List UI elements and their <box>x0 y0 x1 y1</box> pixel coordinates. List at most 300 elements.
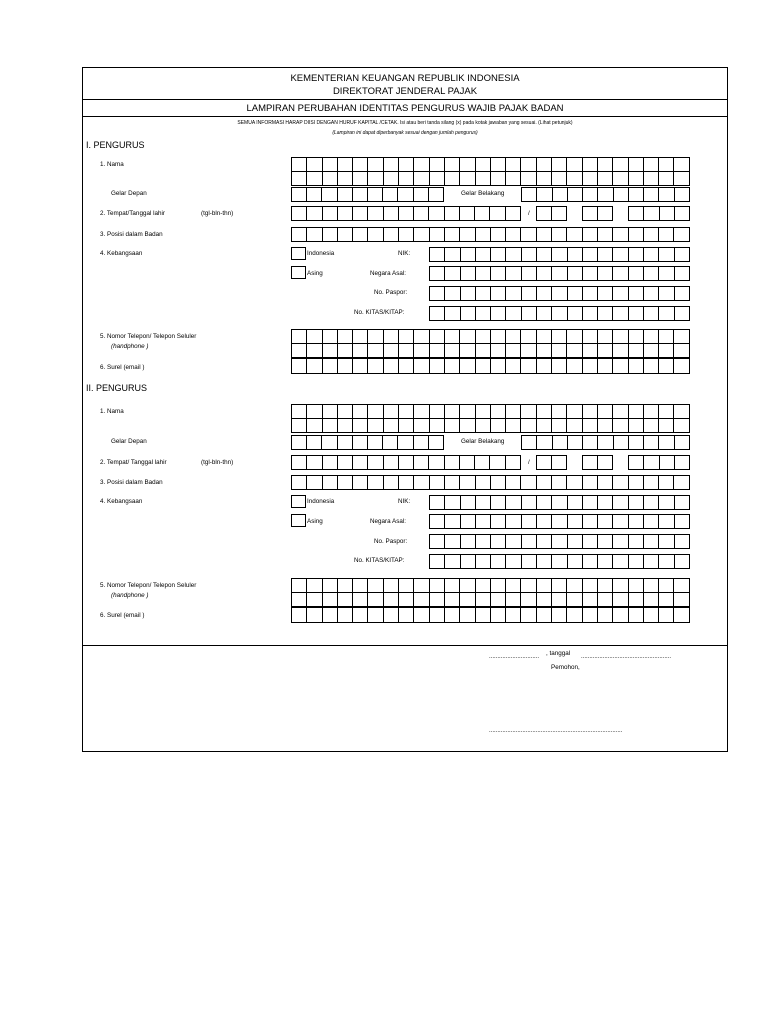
tempat-lahir-boxes[interactable] <box>291 455 521 470</box>
char-box[interactable] <box>445 405 460 418</box>
char-box[interactable] <box>461 307 476 320</box>
char-box[interactable] <box>476 359 491 373</box>
char-box[interactable] <box>644 496 659 509</box>
char-box[interactable] <box>568 436 583 449</box>
char-box[interactable] <box>660 456 675 469</box>
char-box[interactable] <box>384 172 399 185</box>
char-box[interactable] <box>522 307 537 320</box>
char-box[interactable] <box>629 476 644 489</box>
telepon-boxes-row2[interactable] <box>291 592 690 607</box>
nama-boxes-row1[interactable] <box>291 404 690 419</box>
char-box[interactable] <box>414 476 429 489</box>
char-box[interactable] <box>430 405 445 418</box>
char-box[interactable] <box>568 307 583 320</box>
char-box[interactable] <box>537 359 552 373</box>
char-box[interactable] <box>491 608 506 622</box>
char-box[interactable] <box>490 207 505 220</box>
char-box[interactable] <box>583 267 598 280</box>
char-box[interactable] <box>537 419 552 432</box>
char-box[interactable] <box>537 456 552 469</box>
char-box[interactable] <box>552 593 567 606</box>
char-box[interactable] <box>353 330 368 343</box>
char-box[interactable] <box>629 436 644 449</box>
nama-boxes-row2[interactable] <box>291 171 690 186</box>
char-box[interactable] <box>399 456 414 469</box>
char-box[interactable] <box>644 476 659 489</box>
char-box[interactable] <box>384 359 399 373</box>
char-box[interactable] <box>598 419 613 432</box>
char-box[interactable] <box>476 330 491 343</box>
char-box[interactable] <box>506 330 521 343</box>
char-box[interactable] <box>384 593 399 606</box>
char-box[interactable] <box>475 456 490 469</box>
char-box[interactable] <box>537 608 552 622</box>
char-box[interactable] <box>552 228 567 241</box>
char-box[interactable] <box>629 496 644 509</box>
char-box[interactable] <box>476 593 491 606</box>
char-box[interactable] <box>629 207 644 220</box>
char-box[interactable] <box>506 608 521 622</box>
char-box[interactable] <box>644 344 659 357</box>
char-box[interactable] <box>399 158 414 171</box>
char-box[interactable] <box>506 158 521 171</box>
char-box[interactable] <box>629 330 644 343</box>
char-box[interactable] <box>476 158 491 171</box>
char-box[interactable] <box>475 207 490 220</box>
char-box[interactable] <box>307 330 322 343</box>
char-box[interactable] <box>629 593 644 606</box>
char-box[interactable] <box>414 579 429 592</box>
char-box[interactable] <box>659 248 674 261</box>
char-box[interactable] <box>613 535 628 548</box>
char-box[interactable] <box>506 405 521 418</box>
char-box[interactable] <box>384 228 399 241</box>
char-box[interactable] <box>292 436 307 449</box>
char-box[interactable] <box>430 307 445 320</box>
char-box[interactable] <box>353 158 368 171</box>
char-box[interactable] <box>307 228 322 241</box>
char-box[interactable] <box>490 456 505 469</box>
char-box[interactable] <box>552 158 567 171</box>
char-box[interactable] <box>583 593 598 606</box>
char-box[interactable] <box>568 535 583 548</box>
char-box[interactable] <box>674 172 689 185</box>
char-box[interactable] <box>537 248 552 261</box>
char-box[interactable] <box>491 515 506 528</box>
char-box[interactable] <box>613 476 628 489</box>
char-box[interactable] <box>598 158 613 171</box>
telepon-boxes-row1[interactable] <box>291 578 690 593</box>
char-box[interactable] <box>491 579 506 592</box>
char-box[interactable] <box>368 608 383 622</box>
char-box[interactable] <box>506 496 521 509</box>
char-box[interactable] <box>675 248 690 261</box>
char-box[interactable] <box>323 405 338 418</box>
char-box[interactable] <box>383 188 398 201</box>
char-box[interactable] <box>353 436 368 449</box>
char-box[interactable] <box>644 228 659 241</box>
char-box[interactable] <box>460 579 475 592</box>
char-box[interactable] <box>430 172 445 185</box>
char-box[interactable] <box>598 248 613 261</box>
char-box[interactable] <box>338 476 353 489</box>
char-box[interactable] <box>644 579 659 592</box>
indonesia-checkbox[interactable] <box>291 247 306 260</box>
char-box[interactable] <box>674 158 689 171</box>
char-box[interactable] <box>674 419 689 432</box>
char-box[interactable] <box>583 188 598 201</box>
char-box[interactable] <box>353 456 368 469</box>
char-box[interactable] <box>537 555 552 568</box>
char-box[interactable] <box>292 608 307 622</box>
char-box[interactable] <box>644 535 659 548</box>
char-box[interactable] <box>338 359 353 373</box>
char-box[interactable] <box>460 456 475 469</box>
telepon-boxes-row2[interactable] <box>291 343 690 358</box>
char-box[interactable] <box>307 359 322 373</box>
char-box[interactable] <box>521 419 536 432</box>
char-box[interactable] <box>338 579 353 592</box>
char-box[interactable] <box>567 476 582 489</box>
char-box[interactable] <box>292 456 307 469</box>
char-box[interactable] <box>430 359 445 373</box>
char-box[interactable] <box>598 496 613 509</box>
char-box[interactable] <box>506 248 521 261</box>
char-box[interactable] <box>521 579 536 592</box>
char-box[interactable] <box>445 608 460 622</box>
char-box[interactable] <box>323 207 338 220</box>
char-box[interactable] <box>491 172 506 185</box>
char-box[interactable] <box>338 330 353 343</box>
char-box[interactable] <box>307 405 322 418</box>
char-box[interactable] <box>629 535 644 548</box>
char-box[interactable] <box>506 344 521 357</box>
tahun-boxes[interactable] <box>628 206 690 221</box>
char-box[interactable] <box>368 158 383 171</box>
char-box[interactable] <box>674 330 689 343</box>
char-box[interactable] <box>338 436 353 449</box>
char-box[interactable] <box>552 555 567 568</box>
char-box[interactable] <box>353 207 368 220</box>
char-box[interactable] <box>414 436 429 449</box>
char-box[interactable] <box>583 359 598 373</box>
char-box[interactable] <box>307 419 322 432</box>
char-box[interactable] <box>461 555 476 568</box>
char-box[interactable] <box>491 496 506 509</box>
char-box[interactable] <box>476 476 491 489</box>
char-box[interactable] <box>461 287 476 300</box>
char-box[interactable] <box>598 476 613 489</box>
char-box[interactable] <box>292 228 307 241</box>
char-box[interactable] <box>674 608 689 622</box>
char-box[interactable] <box>553 436 568 449</box>
char-box[interactable] <box>537 496 552 509</box>
negara-asal-boxes[interactable] <box>429 514 690 529</box>
char-box[interactable] <box>552 535 567 548</box>
char-box[interactable] <box>537 188 552 201</box>
char-box[interactable] <box>583 555 598 568</box>
char-box[interactable] <box>353 188 368 201</box>
char-box[interactable] <box>675 555 690 568</box>
char-box[interactable] <box>399 405 414 418</box>
char-box[interactable] <box>399 608 414 622</box>
char-box[interactable] <box>414 608 429 622</box>
char-box[interactable] <box>430 248 445 261</box>
char-box[interactable] <box>460 158 475 171</box>
char-box[interactable] <box>338 593 353 606</box>
char-box[interactable] <box>353 228 368 241</box>
char-box[interactable] <box>491 419 506 432</box>
char-box[interactable] <box>368 228 383 241</box>
char-box[interactable] <box>399 359 414 373</box>
char-box[interactable] <box>659 496 674 509</box>
char-box[interactable] <box>659 419 674 432</box>
char-box[interactable] <box>414 172 429 185</box>
char-box[interactable] <box>445 555 460 568</box>
char-box[interactable] <box>323 172 338 185</box>
char-box[interactable] <box>399 419 414 432</box>
signature-field[interactable]: ................................................................................ <box>489 728 623 734</box>
char-box[interactable] <box>675 535 690 548</box>
char-box[interactable] <box>629 307 644 320</box>
char-box[interactable] <box>659 188 674 201</box>
char-box[interactable] <box>521 344 536 357</box>
char-box[interactable] <box>552 172 567 185</box>
char-box[interactable] <box>292 405 307 418</box>
char-box[interactable] <box>674 579 689 592</box>
char-box[interactable] <box>414 207 429 220</box>
char-box[interactable] <box>660 207 675 220</box>
char-box[interactable] <box>552 330 567 343</box>
char-box[interactable] <box>613 330 628 343</box>
char-box[interactable] <box>491 593 506 606</box>
gelar-depan-boxes[interactable] <box>291 435 444 450</box>
char-box[interactable] <box>506 172 521 185</box>
char-box[interactable] <box>307 608 322 622</box>
char-box[interactable] <box>644 172 659 185</box>
char-box[interactable] <box>644 248 659 261</box>
char-box[interactable] <box>353 344 368 357</box>
char-box[interactable] <box>567 579 582 592</box>
bulan-boxes[interactable] <box>582 206 613 221</box>
char-box[interactable] <box>613 419 628 432</box>
char-box[interactable] <box>598 456 613 469</box>
char-box[interactable] <box>307 344 322 357</box>
char-box[interactable] <box>476 579 491 592</box>
char-box[interactable] <box>460 330 475 343</box>
char-box[interactable] <box>368 188 383 201</box>
char-box[interactable] <box>414 158 429 171</box>
char-box[interactable] <box>522 436 537 449</box>
char-box[interactable] <box>292 579 307 592</box>
char-box[interactable] <box>675 207 690 220</box>
char-box[interactable] <box>429 207 444 220</box>
char-box[interactable] <box>552 267 567 280</box>
char-box[interactable] <box>644 359 659 373</box>
char-box[interactable] <box>659 555 674 568</box>
char-box[interactable] <box>598 515 613 528</box>
char-box[interactable] <box>583 419 598 432</box>
char-box[interactable] <box>537 172 552 185</box>
char-box[interactable] <box>583 307 598 320</box>
char-box[interactable] <box>353 405 368 418</box>
char-box[interactable] <box>445 476 460 489</box>
char-box[interactable] <box>552 287 567 300</box>
char-box[interactable] <box>583 496 598 509</box>
char-box[interactable] <box>399 330 414 343</box>
char-box[interactable] <box>629 359 644 373</box>
char-box[interactable] <box>598 579 613 592</box>
char-box[interactable] <box>522 267 537 280</box>
char-box[interactable] <box>659 579 674 592</box>
char-box[interactable] <box>414 419 429 432</box>
char-box[interactable] <box>629 188 644 201</box>
char-box[interactable] <box>552 456 567 469</box>
char-box[interactable] <box>414 344 429 357</box>
char-box[interactable] <box>613 307 628 320</box>
char-box[interactable] <box>644 555 659 568</box>
char-box[interactable] <box>629 555 644 568</box>
char-box[interactable] <box>522 535 537 548</box>
char-box[interactable] <box>583 579 598 592</box>
char-box[interactable] <box>461 515 476 528</box>
char-box[interactable] <box>292 593 307 606</box>
char-box[interactable] <box>659 359 674 373</box>
char-box[interactable] <box>414 330 429 343</box>
char-box[interactable] <box>583 158 598 171</box>
kitas-boxes[interactable] <box>429 554 690 569</box>
posisi-boxes[interactable] <box>291 475 690 490</box>
char-box[interactable] <box>674 593 689 606</box>
char-box[interactable] <box>307 172 322 185</box>
char-box[interactable] <box>430 158 445 171</box>
char-box[interactable] <box>476 267 491 280</box>
char-box[interactable] <box>338 188 353 201</box>
char-box[interactable] <box>613 515 628 528</box>
nik-boxes[interactable] <box>429 247 690 262</box>
char-box[interactable] <box>460 608 475 622</box>
char-box[interactable] <box>506 419 521 432</box>
char-box[interactable] <box>491 248 506 261</box>
char-box[interactable] <box>568 188 583 201</box>
char-box[interactable] <box>429 188 444 201</box>
char-box[interactable] <box>430 555 445 568</box>
char-box[interactable] <box>506 593 521 606</box>
char-box[interactable] <box>460 476 475 489</box>
char-box[interactable] <box>491 405 506 418</box>
char-box[interactable] <box>644 608 659 622</box>
char-box[interactable] <box>506 307 521 320</box>
char-box[interactable] <box>399 228 414 241</box>
char-box[interactable] <box>338 405 353 418</box>
char-box[interactable] <box>384 456 399 469</box>
char-box[interactable] <box>521 172 536 185</box>
char-box[interactable] <box>568 515 583 528</box>
char-box[interactable] <box>567 158 582 171</box>
telepon-boxes-row1[interactable] <box>291 329 690 344</box>
char-box[interactable] <box>537 535 552 548</box>
char-box[interactable] <box>338 344 353 357</box>
char-box[interactable] <box>506 228 521 241</box>
surel-boxes[interactable] <box>291 607 690 623</box>
char-box[interactable] <box>675 267 690 280</box>
char-box[interactable] <box>659 307 674 320</box>
char-box[interactable] <box>644 267 659 280</box>
char-box[interactable] <box>552 476 567 489</box>
char-box[interactable] <box>461 496 476 509</box>
char-box[interactable] <box>414 456 429 469</box>
char-box[interactable] <box>675 515 690 528</box>
char-box[interactable] <box>567 330 582 343</box>
bulan-boxes[interactable] <box>582 455 613 470</box>
char-box[interactable] <box>384 608 399 622</box>
char-box[interactable] <box>430 496 445 509</box>
char-box[interactable] <box>460 359 475 373</box>
char-box[interactable] <box>521 405 536 418</box>
char-box[interactable] <box>414 359 429 373</box>
char-box[interactable] <box>384 476 399 489</box>
char-box[interactable] <box>659 405 674 418</box>
char-box[interactable] <box>338 456 353 469</box>
char-box[interactable] <box>644 593 659 606</box>
char-box[interactable] <box>552 248 567 261</box>
char-box[interactable] <box>521 593 536 606</box>
char-box[interactable] <box>598 608 613 622</box>
place-field[interactable]: .............................. <box>489 654 540 660</box>
char-box[interactable] <box>553 188 568 201</box>
char-box[interactable] <box>338 228 353 241</box>
char-box[interactable] <box>552 307 567 320</box>
char-box[interactable] <box>368 476 383 489</box>
char-box[interactable] <box>461 248 476 261</box>
char-box[interactable] <box>353 593 368 606</box>
char-box[interactable] <box>537 207 552 220</box>
char-box[interactable] <box>491 535 506 548</box>
char-box[interactable] <box>613 608 628 622</box>
char-box[interactable] <box>506 287 521 300</box>
char-box[interactable] <box>476 172 491 185</box>
char-box[interactable] <box>674 344 689 357</box>
char-box[interactable] <box>552 405 567 418</box>
char-box[interactable] <box>476 496 491 509</box>
char-box[interactable] <box>292 172 307 185</box>
nama-boxes-row1[interactable] <box>291 157 690 172</box>
char-box[interactable] <box>521 476 536 489</box>
char-box[interactable] <box>644 515 659 528</box>
char-box[interactable] <box>368 344 383 357</box>
char-box[interactable] <box>445 419 460 432</box>
char-box[interactable] <box>491 228 506 241</box>
char-box[interactable] <box>506 476 521 489</box>
char-box[interactable] <box>384 207 399 220</box>
char-box[interactable] <box>368 405 383 418</box>
char-box[interactable] <box>644 158 659 171</box>
char-box[interactable] <box>292 330 307 343</box>
asing-checkbox[interactable] <box>291 266 306 279</box>
char-box[interactable] <box>659 593 674 606</box>
char-box[interactable] <box>491 476 506 489</box>
char-box[interactable] <box>506 267 521 280</box>
char-box[interactable] <box>659 608 674 622</box>
tempat-lahir-boxes[interactable] <box>291 206 521 221</box>
char-box[interactable] <box>460 172 475 185</box>
char-box[interactable] <box>476 287 491 300</box>
char-box[interactable] <box>338 207 353 220</box>
char-box[interactable] <box>476 555 491 568</box>
char-box[interactable] <box>307 207 322 220</box>
char-box[interactable] <box>568 496 583 509</box>
char-box[interactable] <box>552 496 567 509</box>
